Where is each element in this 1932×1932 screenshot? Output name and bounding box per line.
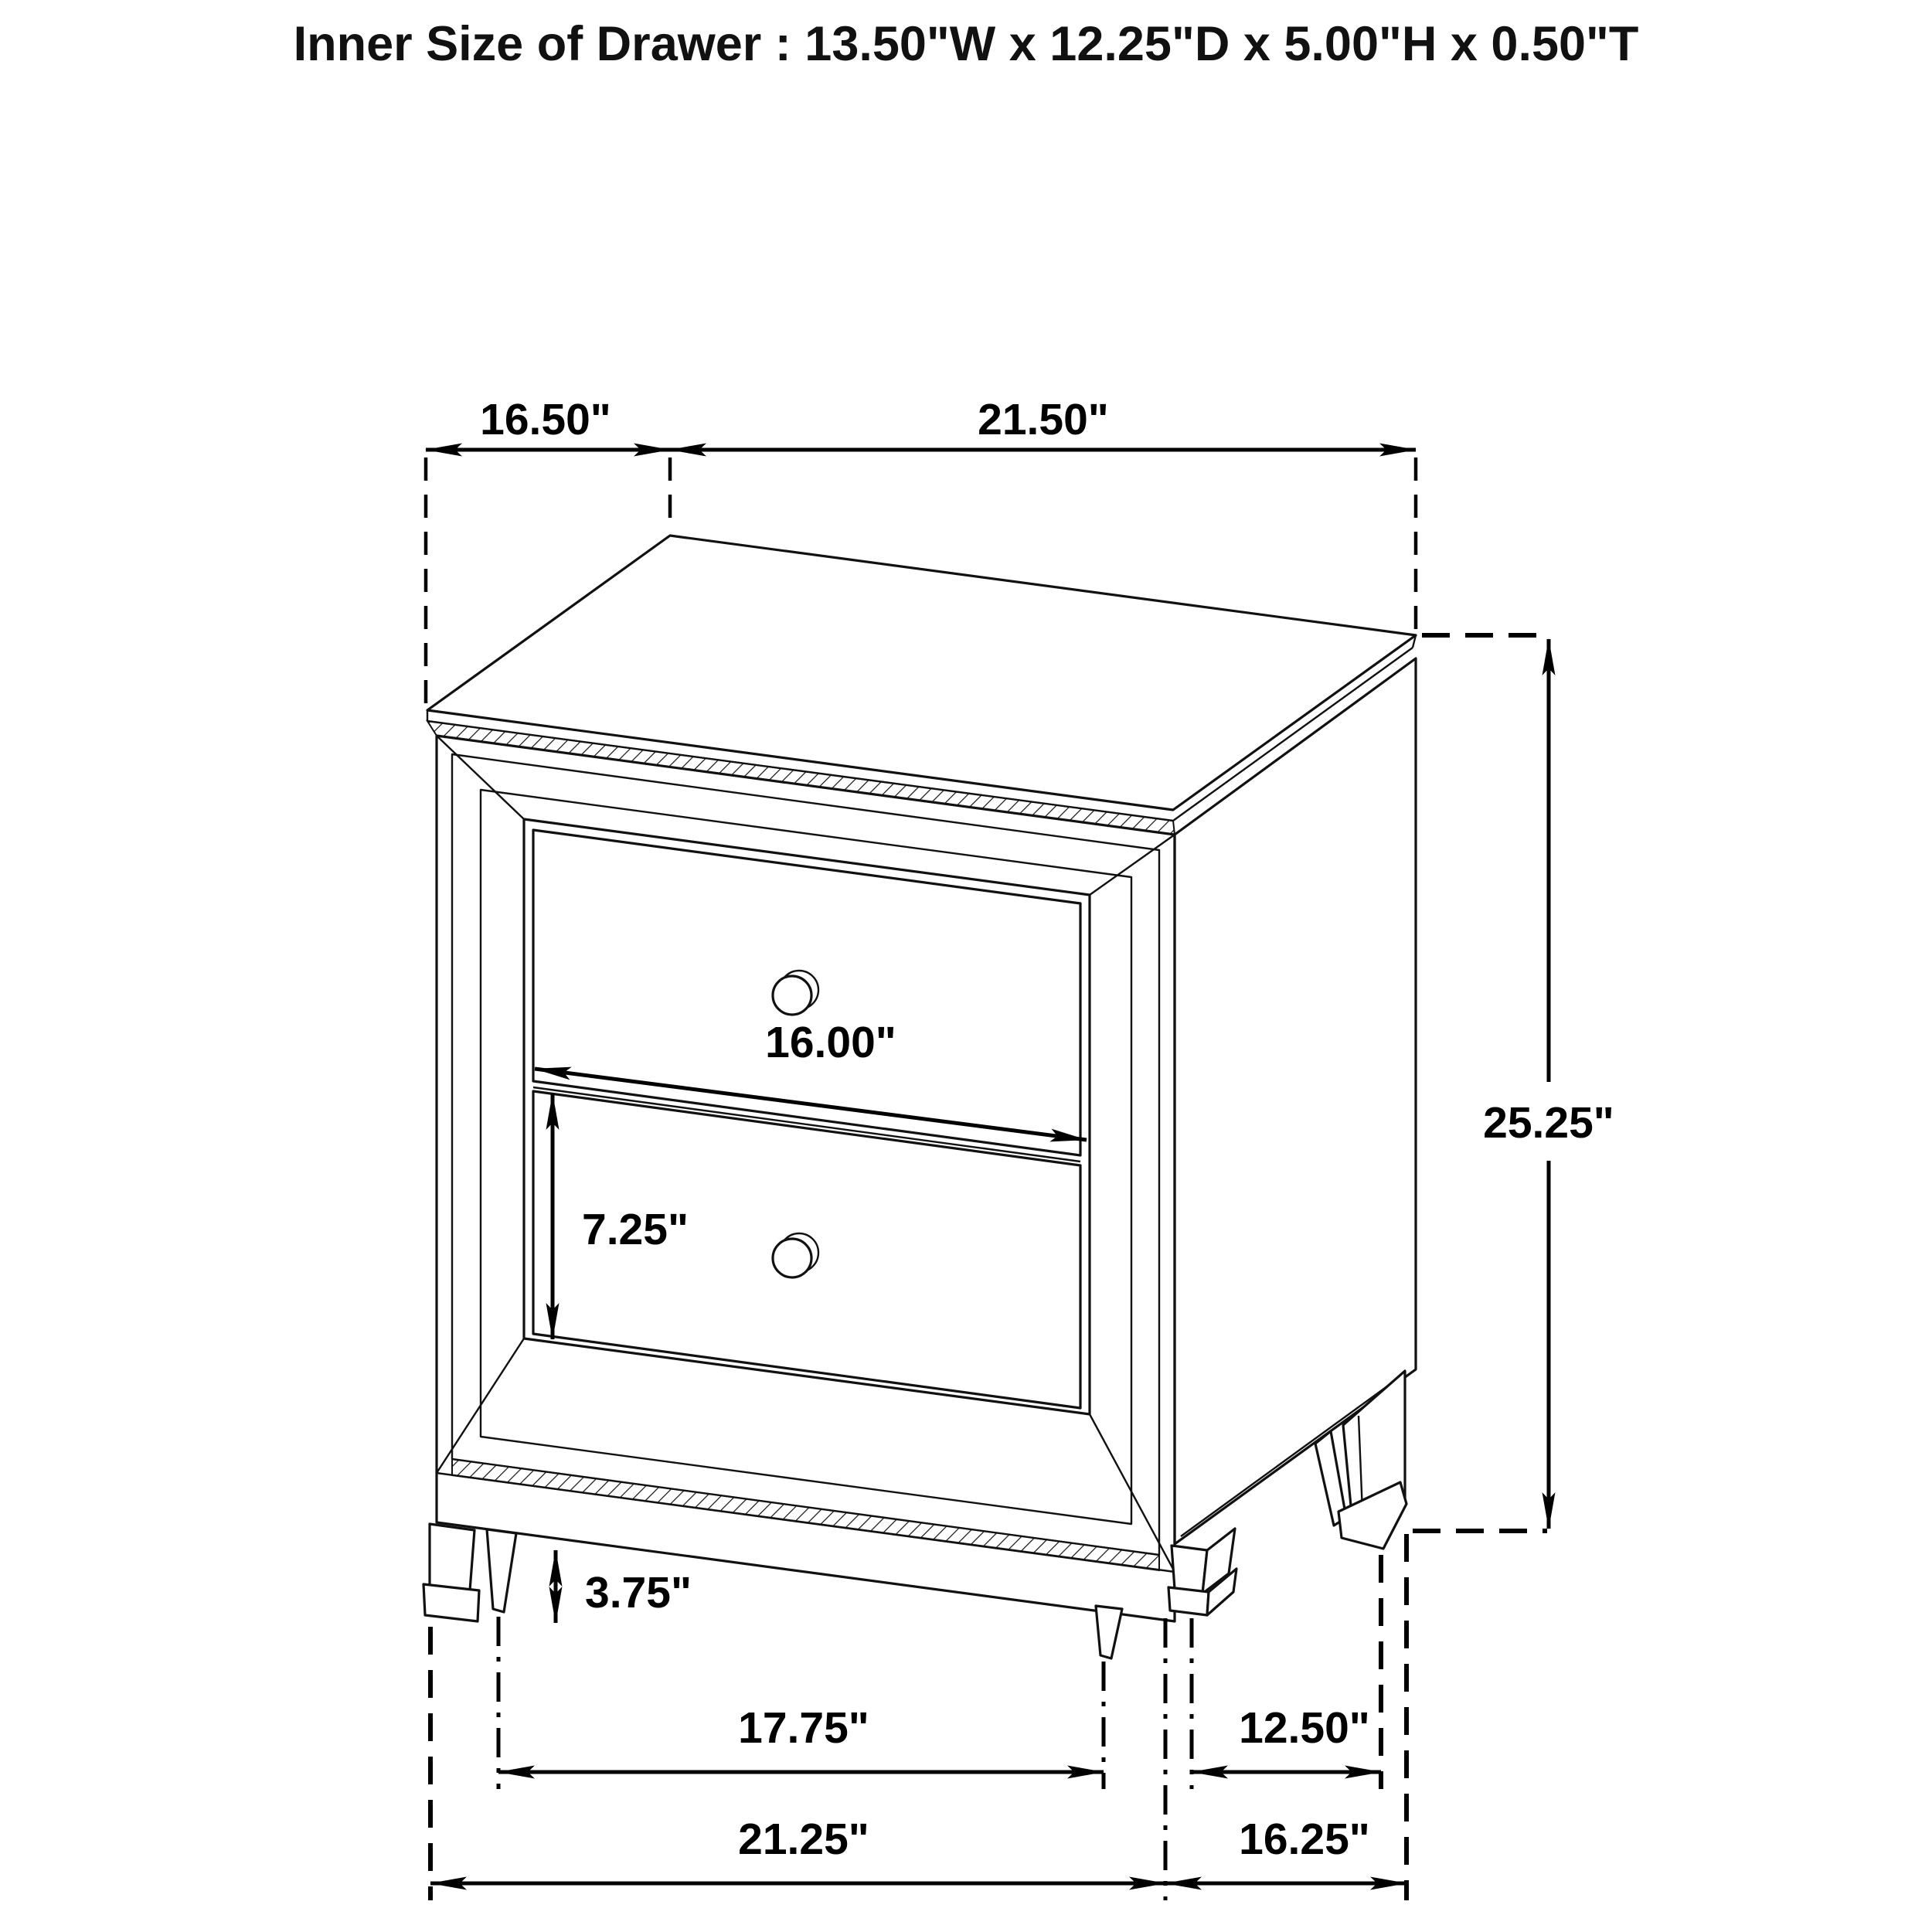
- front-left-leg: [430, 1524, 474, 1590]
- dim-base-width-label: 21.25": [738, 1815, 869, 1864]
- dim-side-leg-span-label: 12.50": [1239, 1703, 1370, 1753]
- dim-drawer-width-label: 16.00": [765, 1018, 896, 1067]
- dim-base-depth-label: 16.25": [1239, 1815, 1370, 1864]
- front-right-foot: [1168, 1587, 1209, 1615]
- dim-top-depth-label: 16.50": [480, 395, 611, 444]
- dim-front-leg-span-label: 17.75": [738, 1703, 869, 1753]
- drawer-knob-bottom: [773, 1239, 811, 1277]
- front-right-leg: [1172, 1546, 1207, 1594]
- diagram-title: Inner Size of Drawer : 13.50"W x 12.25"D x 5.00"H x 0.50"T: [293, 17, 1639, 71]
- front-left-foot: [423, 1584, 479, 1621]
- dim-top-width-label: 21.50": [978, 395, 1109, 444]
- dim-overall-height-label: 25.25": [1483, 1098, 1614, 1148]
- dim-drawer-height-label: 7.25": [582, 1205, 689, 1254]
- drawer-knob-top: [773, 976, 811, 1015]
- dim-leg-clearance-label: 3.75": [585, 1568, 692, 1617]
